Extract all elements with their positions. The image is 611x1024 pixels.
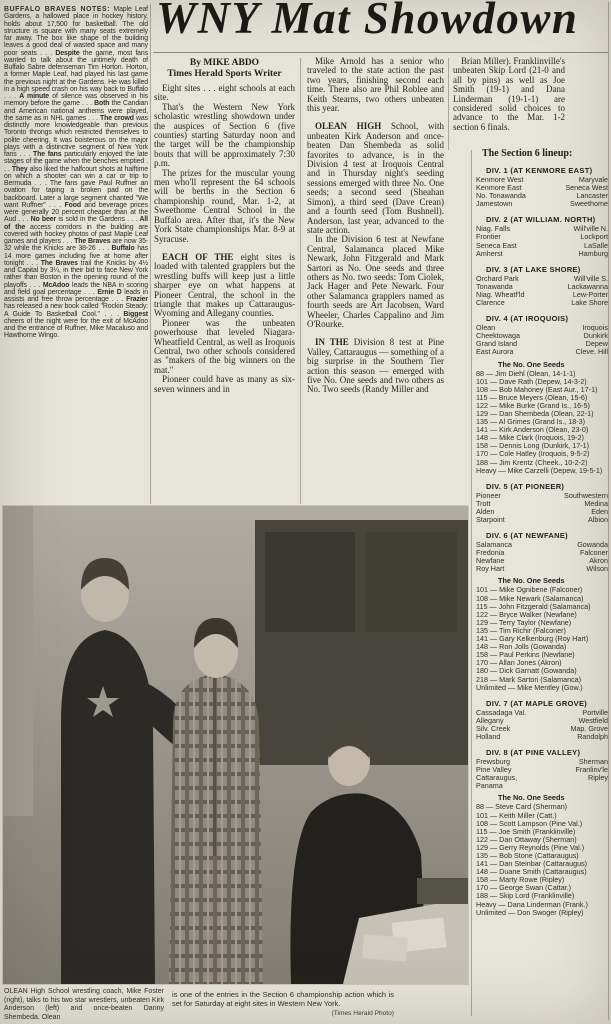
article-column-3 [453, 57, 565, 149]
seed-row: 170 — George Swan (Cattar.) [476, 883, 572, 893]
lineup-division [476, 699, 608, 741]
notes-text: the game, most fans wanted to talk about the untimely death of Buffalo Sabre defenseman Tim Horton. Horton, a former Maple Leaf, had played his last game the previous night at the Gardens. He was killed in a high speed crash on his way back to Buffalo . . . [4, 49, 148, 100]
byline [154, 58, 295, 80]
division-title: DIV. 4 (AT IROQUOIS) [486, 314, 569, 324]
notes-lead-in: The crowd [100, 114, 134, 122]
home-team: Kenmore West [476, 175, 524, 184]
headline-rule [153, 52, 608, 53]
column-rule [150, 4, 151, 504]
notes-text: is sold in the Gardens . . . [56, 216, 140, 224]
notes-lead-in: BUFFALO BRAVES NOTES: [4, 6, 111, 13]
notes-text: also liked the halfcourt shots at halftime on which a shooter can win a car or trip to Bermuda . . . The fans gave Paul Ruffner an ovation for taping a broken pad on the backboard. Later a large segment chanted "We want Ruffner" . . . [4, 165, 149, 209]
home-team: Cassadaga Val. [476, 707, 527, 717]
home-team: Pine Valley [476, 765, 512, 775]
article-column-2 [307, 57, 444, 508]
notes-lead-in: Despite [55, 49, 80, 57]
seed-row: 158 — Paul Perkins (Newfane) [476, 650, 575, 660]
division-title: DIV. 3 (AT LAKE SHORE) [486, 264, 581, 274]
seed-row: 141 — Dan Steinbar (Cattaraugus) [476, 859, 588, 869]
seed-row: 122 — Dan Ottaway (Sherman) [476, 834, 577, 844]
home-team: Kenmore East [476, 183, 522, 193]
seed-row: 158 — Dennis Long (Dunkirk, 17-1) [476, 441, 590, 451]
seed-row: 101 — Keith Miller (Catt.) [476, 810, 557, 820]
article-paragraph: OLEAN HIGH School, with unbeaten Kirk Anderson and once-beaten Dan Shembeda as solid favorites to advance, is in the Division 4 test at Iroquois Central and in Thursday night's seeding sessions emerged with three No. One seeds; a second seed (Sheahan Simon), a third seed (Dave Crean) and a fourth seed (Tom Bushnell). Anderson, last year, advanced to the state action. [307, 121, 444, 235]
byline-author: By MIKE ABDO [189, 58, 260, 68]
column-rule [300, 58, 301, 504]
seed-row: Unlimited — Mike Mentley (Gow.) [476, 682, 583, 692]
seed-row: 122 — Mike Burke (Grand Is., 16-5) [476, 400, 590, 410]
visiting-team: Seneca West [565, 183, 608, 193]
notes-lead-in: All of the [4, 216, 148, 231]
notes-text: of silence was observed in his memory before the game . . . [4, 93, 148, 108]
notes-text: access corridors in the building are covered with hockey photos of past Maple Leaf games and players . . . [4, 223, 148, 245]
visiting-team: Medina [584, 498, 608, 508]
visiting-team: Will'ville N. [573, 224, 608, 234]
seed-row: Heavy — Mike Carzelli (Depew, 19-5-1) [476, 465, 603, 475]
caption-right [172, 990, 394, 1018]
seed-row: 141 — Kirk Anderson (Olean, 23-0) [476, 425, 589, 435]
visiting-team: Maryvale [578, 175, 608, 184]
notes-lead-in: Biggest [123, 310, 148, 318]
home-team: Frewsburg [476, 757, 510, 767]
home-team: Alden [476, 506, 495, 516]
column-rule [471, 150, 472, 1016]
photo-wrestling-coach-and-wrestlers [3, 506, 468, 984]
door-frame [3, 506, 33, 816]
notes-lead-in: A minute [19, 93, 50, 100]
division-title: DIV. 5 (AT PIONEER) [486, 481, 565, 491]
home-team: Trott [476, 498, 491, 508]
matchup-row [476, 500, 608, 508]
matchup-row [476, 782, 608, 790]
visiting-team: Wilson [586, 564, 608, 574]
visiting-team: Falconer [580, 548, 608, 558]
notes-text: has released a new book called "Rockin Steady: A Guide To Basketball Cool." . . . [4, 303, 148, 318]
visiting-team: Eden [591, 506, 608, 516]
seed-row: 148 — Mike Clark (Iroquois, 19-2) [476, 433, 584, 443]
visiting-team: Gowanda [577, 540, 608, 550]
lineup-heading: The Section 6 lineup: [482, 148, 573, 159]
seed-row: 101 — Mike Ognibene (Falconer) [476, 585, 583, 595]
notes-text: Maple Leaf Gardens, a hallowed place in hockey history, holds about 17,500 for basketball. The old structure is square with many seats extremely far away. The box like shape of the building leaves a good deal of wasted space and many poor seats . . . [4, 6, 148, 57]
seed-row: 148 — Duane Smith (Cattaraugus) [476, 867, 587, 877]
visiting-team: Lackawanna [567, 281, 608, 291]
seed-row: 115 — Bruce Meyers (Olean, 15-6) [476, 392, 588, 402]
home-team: Salamanca [476, 540, 512, 550]
visiting-team: Will'ville S. [573, 273, 608, 283]
notes-text: are now 35-32 while the Knicks are 38-26 . . . [4, 238, 148, 253]
home-team: Starpoint [476, 515, 505, 524]
seed-row: 148 — Ron Jolls (Gowanda) [476, 642, 567, 652]
article-paragraph: IN THE Division 8 test at Pine Valley, Cattaraugus — something of a big surprise in the Southern Tier action this season — emerged with five No. One seeds and two others as No. Two seeds (Randy Miller and [307, 337, 444, 395]
seed-row: 88 — Steve Card (Sherman) [476, 802, 568, 812]
visiting-team: Sherman [578, 757, 608, 767]
seed-row: 108 — Bob Mahoney (East Aur., 17-1) [476, 384, 598, 394]
home-team: Allegany [476, 715, 504, 725]
home-team: East Aurora [476, 347, 514, 357]
seeds-title: The No. One Seeds [498, 359, 565, 369]
visiting-team: Randolph [577, 731, 608, 741]
matchup-row [476, 200, 608, 208]
seed-row: 88 — Jim Diehl (Olean, 14-1-1) [476, 368, 576, 378]
notes-lead-in: No beer [30, 216, 57, 224]
seed-row: 218 — Mark Sartori (Salamanca) [476, 674, 582, 684]
article-paragraph: That's the Western New York scholastic wrestling showdown under the auspices of Section 6 (five counties) starting Saturday noon and the target will be the championship bouts that will be approximately 7:30 p.m. [154, 101, 295, 169]
article-paragraph: Eight sites . . . eight schools at each site. [154, 84, 295, 103]
notes-text: leads the NBA in scoring and field goal percentage . . . [4, 281, 148, 296]
matchup-row [476, 565, 608, 573]
page-title: WNY Mat Showdown [156, 0, 579, 43]
article-paragraph: Brian Miller). Franklinville's unbeaten Skip Lord (21-0 and all by pins) as well as Joe Smith (19-1) and Dana Linderman (19-1-1) are considered solid choices to advance to the Mar. 1-2 section 6 finals. [453, 57, 565, 132]
seed-row: 115 — John Fitzgerald (Salamanca) [476, 601, 591, 611]
notes-text: leads in assists and free throw percentage . . . [4, 288, 148, 303]
notes-lead-in: The Braves [40, 259, 78, 267]
visiting-team: Sweethome [570, 199, 608, 209]
seeds-title: The No. One Seeds [498, 576, 565, 586]
notes-text: the Candian and American national anthems were played, the same as in NHL games . . . [4, 100, 148, 122]
matchup-row [476, 299, 608, 307]
division-title: DIV. 7 (AT MAPLE GROVE) [486, 698, 588, 708]
home-team: Jamestown [476, 199, 513, 209]
paragraph-lead-in: OLEAN HIGH [315, 121, 382, 132]
page-edge-rule [608, 2, 609, 1020]
matchup-row [476, 250, 608, 258]
seed-row: 108 — Scott Lampson (Pine Val.) [476, 818, 583, 828]
paragraph-lead-in: EACH OF THE [162, 251, 234, 262]
seed-row: 129 — Dan Shembeda (Olean, 22-1) [476, 408, 594, 418]
home-team: Clarence [476, 298, 505, 308]
home-team: Frontier [476, 232, 501, 242]
seed-row: Heavy — Dana Linderman (Frank.) [476, 899, 588, 909]
visiting-team: Dunkirk [583, 331, 608, 341]
visiting-team: Southwestern [564, 490, 608, 500]
home-team: Seneca East [476, 240, 517, 250]
byline-org: Times Herald Sports Writer [167, 69, 282, 79]
article-paragraph: In the Division 6 test at Newfane Central, Salamanca placed Mike Newark, John Fitzgerald and Mark Sartori as No. One seeds and three others as No. two seeds: Tom Ciolek, Jack Hager and Pete Newark. Four other Salamanca grapplers named as fourth seeds are Art Jacobsen, Ward Wheeler, Charles Cappalino and Jim O'Rourke. [307, 234, 444, 329]
division-title: DIV. 6 (AT NEWFANE) [486, 531, 568, 541]
caption-left: OLEAN High School wrestling coach, Mike Foster (right), talks to his two star wrestlers, unbeaten Kirk Anderson (left) and once-beaten Danny Shembeda. Olean [4, 988, 164, 1022]
home-team: Fredonia [476, 548, 505, 558]
seed-row: Unlimited — Don Swoger (Ripley) [476, 907, 584, 917]
home-team: Tonawanda [476, 281, 513, 291]
home-team: Amherst [476, 248, 503, 258]
article-column-1 [154, 84, 295, 508]
division-title: DIV. 2 (AT WILLIAM. NORTH) [486, 215, 596, 225]
matchup-row [476, 516, 608, 524]
seed-row: 170 — Allan Jones (Akron) [476, 658, 562, 668]
article-paragraph: Pioneer could have as many as six-seven winners and in [154, 374, 295, 394]
home-team: Cattaraugus, [476, 773, 518, 783]
notes-text: trail the Knicks by 4½ and Capital by 3¼, in their bid to face New York rather than Boston in the opening round of the playoffs . . . [4, 259, 148, 289]
matchup-row [476, 733, 608, 741]
visiting-team: Map. Grove [570, 723, 608, 733]
notes-lead-in: Buffalo [111, 245, 135, 253]
lineup-division [476, 265, 608, 307]
visiting-team: Lockport [580, 232, 608, 242]
seed-row: 170 — Cole Hatley (Iroquois, 9-5-2) [476, 449, 590, 459]
home-team: Newfane [476, 556, 505, 566]
notes-lead-in: Ernie D [97, 288, 122, 296]
home-team: Holland [476, 731, 501, 741]
home-team: No. Tonawanda [476, 191, 526, 201]
lineup-division [476, 482, 608, 524]
braves-notes-column [4, 6, 148, 340]
article-paragraph: Pioneer was the unbeaten powerhouse that leveled Niagara-Wheatfield Central, as well as Iroquois Central, two other schools considered as "makers of the big winners on the mat." [154, 317, 295, 375]
home-team: Roy Hart [476, 564, 505, 574]
visiting-team: Lancaster [576, 191, 608, 201]
notes-lead-in: The fans [33, 151, 62, 158]
seeds-title: The No. One Seeds [498, 793, 565, 803]
home-team: Orchard Park [476, 273, 519, 283]
notes-lead-in: Both [94, 100, 110, 108]
home-team: Grand Island [476, 339, 518, 349]
visiting-team: Portville [582, 707, 608, 717]
lineup-division [476, 215, 608, 257]
matchup-row [476, 348, 608, 356]
home-team: Silv. Creek [476, 723, 511, 733]
seed-row: 108 — Mike Newark (Salamanca) [476, 593, 584, 603]
article-paragraph: EACH OF THE eight sites is loaded with talented grapplers but the wrestling buffs will keep just a little sharper eye on what happens at Pioneer Central, the school in the triangle that makes up Cattaraugus-Wyoming and Allegany counties. [154, 251, 295, 319]
lineup-division [476, 531, 608, 692]
photo-credit: (Times Herald Photo) [331, 1010, 394, 1017]
visiting-team: Cleve. Hill [575, 347, 608, 357]
seed-row: 135 — Bob Stone (Cattaraugus) [476, 851, 579, 860]
article-paragraph: The prizes for the muscular young men who'll represent the 64 schools will be berths in the Section 6 championship round, Mar. 1-2, at Sweethome Central School in the Buffalo area. After that, it's the New York State championships Mar. 8-9 at Syracuse. [154, 167, 295, 244]
caption-right-text: is one of the entries in the Section 6 championship action which is set for Saturday at eight sites in Western New York. [172, 990, 394, 1008]
notes-lead-in: They [11, 165, 28, 173]
division-title: DIV. 8 (AT PINE VALLEY) [486, 748, 581, 758]
home-team: Olean [476, 323, 496, 333]
cabinet-panel [265, 532, 355, 632]
home-team: Pioneer [476, 490, 501, 500]
notes-lead-in: Frazier [126, 296, 148, 303]
seed-row: 158 — Marty Rowe (Ripley) [476, 875, 565, 885]
home-team: Niag. Falls [476, 224, 510, 234]
seed-row: 122 — Bryce Walker (Newfane) [476, 609, 577, 619]
notes-lead-in: McAdoo [42, 281, 70, 289]
lineup-division [476, 314, 608, 475]
seed-row: 115 — Joe Smith (Franklinville) [476, 826, 576, 836]
notes-lead-in: Food [64, 201, 81, 209]
notes-text: and beverage prices were generally 20 percent cheaper than at the Aud . . . [4, 201, 148, 224]
seed-row: 180 — Dick Garnatt (Gowanda) [476, 666, 577, 676]
paragraph-lead-in: IN THE [315, 337, 349, 348]
seed-row: 188 — Skip Lord (Franklinville) [476, 891, 575, 901]
visiting-team: LaSalle [584, 240, 608, 250]
seed-row: 135 — Al Grimes (Grand Is., 18-3) [476, 417, 586, 427]
seed-row: 188 — Jim Krentz (Cheek., 10-2-2) [476, 457, 588, 467]
lineup-divisions [476, 166, 608, 917]
cabinet-panel [365, 532, 457, 632]
seed-row: 135 — Tim Richir (Falconer) [476, 625, 566, 635]
visiting-team: Depew [585, 339, 608, 349]
visiting-team: Franlinv'le [575, 765, 608, 775]
home-team: Cheektowaga [476, 331, 520, 341]
seed-row: 101 — Dave Rath (Depew, 14-3-2) [476, 376, 587, 386]
home-team: Panama [476, 781, 503, 791]
visiting-team: Westfield [578, 715, 608, 725]
visiting-team: Iroquois [582, 323, 608, 333]
visiting-team: Lew-Porter [572, 289, 608, 299]
article-paragraph: Mike Arnold has a senior who traveled to the state action the past two years, finishing second each time. There also are Phil Roblee and Keith Stearns, two others unbeaten this year. [307, 57, 444, 114]
visiting-team: Lake Shore [571, 298, 608, 308]
division-title: DIV. 1 (AT KENMORE EAST) [486, 166, 593, 175]
section6-lineup-column [476, 148, 608, 1020]
visiting-team: Akron [589, 556, 608, 566]
seed-row: 129 — Terry Taylor (Newfane) [476, 617, 572, 627]
notes-text: cheers of the night were for the exit of McAdoo and the entrance of Ruffner, Mike Macaluso and Hawthorne Wingo. [4, 317, 148, 340]
seed-row: 129 — Gerry Reynolds (Pine Val.) [476, 842, 585, 852]
notes-text: particularly enjoyed the late stages of the game when the benches emptied . . . [4, 151, 148, 173]
lineup-division [476, 166, 608, 208]
notes-lead-in: The Braves [74, 238, 111, 245]
notes-text: has 14 more games including five at home after tonight . . . [4, 245, 149, 267]
lineup-division [476, 748, 608, 917]
visiting-team: Hamburg [578, 248, 608, 258]
column-rule [448, 58, 449, 150]
home-team: Niag. Wheatf'ld [476, 289, 525, 299]
visiting-team: Albion [588, 515, 608, 524]
photo-illustration [3, 506, 468, 984]
visiting-team: Ripley [588, 773, 608, 783]
notes-text: was distinctly more knowledgeable than previous Toronto throngs which restricted themselves to polite cheering. It was boisterous on the major plays with a distinctive segment of New York fans . . . [4, 114, 148, 158]
seed-row: 141 — Gary Kelkenburg (Roy Hart) [476, 634, 589, 644]
